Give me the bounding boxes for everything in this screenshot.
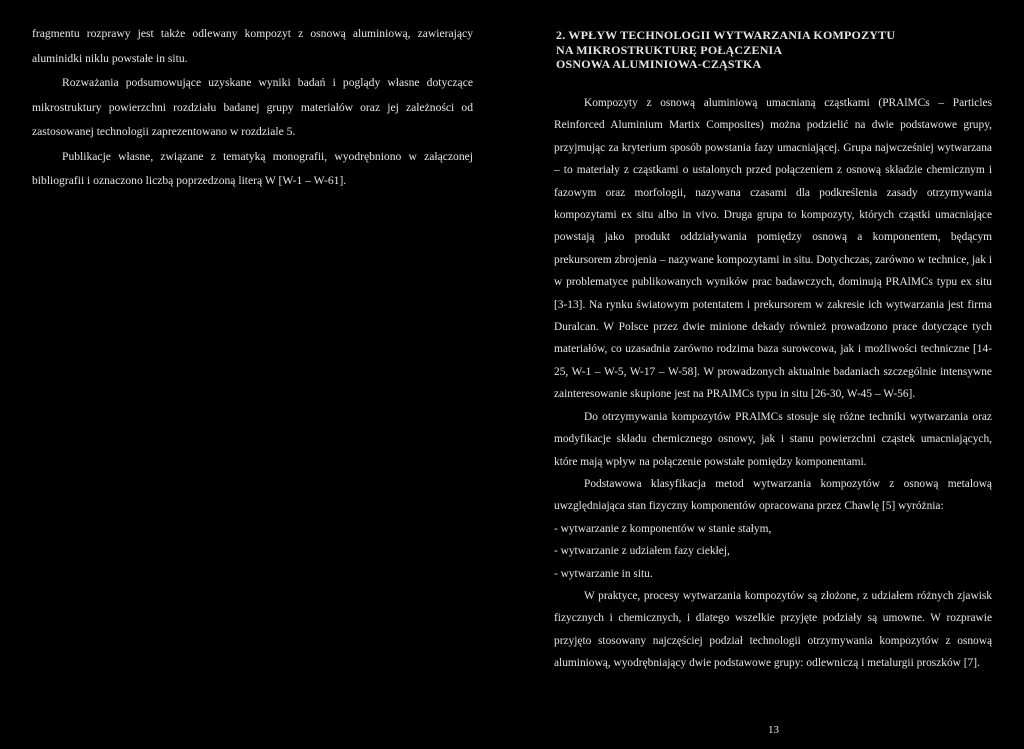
list-item: - wytwarzanie z komponentów w stanie stałym, bbox=[554, 522, 772, 535]
list-item: - wytwarzanie in situ. bbox=[554, 567, 653, 580]
right-text-column bbox=[554, 92, 992, 675]
left-paragraph-2: Rozważania podsumowujące uzyskane wyniki badań i poglądy własne dotyczące mikrostruktury powierzchni rozdziału badanej grupy materiałów oraz jej zależności od zastosowanej technologii zaprezentowano w rozdziale 5. bbox=[32, 76, 473, 138]
list-item: - wytwarzanie z udziałem fazy ciekłej, bbox=[554, 545, 730, 558]
right-closing-paragraph: W praktyce, procesy wytwarzania kompozytów są złożone, z udziałem różnych zjawisk fizycznych i chemicznych, i dlatego wszelkie przyjęte podziały są umowne. W rozprawie przyjęto stosowany najczęściej podział technologii otrzymywania kompozytów z osnową aluminiową, wyodrębniający dwie podstawowe grupy: odlewniczą i metalurgii proszków [7]. bbox=[554, 589, 992, 670]
method-list bbox=[554, 518, 992, 585]
heading-line-2: NA MIKROSTRUKTURĘ POŁĄCZENIA bbox=[556, 42, 783, 57]
left-text-column bbox=[32, 22, 473, 194]
heading-line-3: OSNOWA ALUMINIOWA-CZĄSTKA bbox=[556, 57, 762, 71]
section-heading bbox=[556, 28, 976, 72]
left-paragraph-3: Publikacje własne, związane z tematyką monografii, wyodrębniono w załączonej bibliografii i oznaczono liczbą poprzedzoną literą W [W-1 – W-61]. bbox=[32, 149, 473, 187]
right-paragraph-1: Kompozyty z osnową aluminiową umacnianą cząstkami (PRAlMCs – Particles Reinforced Aluminium Martix Composites) można podzielić na dwie podstawowe grupy, przyjmując za kryterium sposób powstania fazy umacniającej. Grupa najwcześniej wytwarzana – to materiały z cząstkami o ustalonych przed połączeniem z osnową składzie chemicznym i fazowym oraz morfologii, nazywana czasami dla podkreślenia zasady otrzymywania kompozytami ex situ albo in vivo. Druga grupa to kompozyty, których cząstki umacniające powstają jako produkt oddziaływania pomiędzy osnową a komponentem, będącym prekursorem zbrojenia – nazywane kompozytami in situ. Dotychczas, zarówno w technice, jak i w problematyce publikowanych wyników prac badawczych, dominują PRAlMCs typu ex situ [3-13]. Na rynku światowym potentatem i prekursorem w zakresie ich wytwarzania jest firma Duralcan. W Polsce przez dwie minione dekady również prowadzono prace dotyczące tych materiałów, co uzasadnia zarówno rodzima baza surowcowa, jak i możliwości techniczne [14-25, W-1 – W-5, W-17 – W-58]. W prowadzonych aktualnie badaniach szczególnie intensywne zainteresowanie skupione jest na PRAlMCs typu in situ [26-30, W-45 – W-56]. bbox=[554, 97, 992, 401]
right-page bbox=[512, 0, 1024, 749]
page-number: 13 bbox=[768, 724, 779, 736]
right-paragraph-3: Podstawowa klasyfikacja metod wytwarzania kompozytów z osnową metalową uwzględniająca stan fizyczny komponentów opracowana przez Chawlę [5] wyróżnia: bbox=[554, 477, 992, 513]
heading-line-1: 2. WPŁYW TECHNOLOGII WYTWARZANIA KOMPOZYTU bbox=[556, 28, 896, 42]
left-paragraph-1: fragmentu rozprawy jest także odlewany kompozyt z osnową aluminiową, zawierający aluminidki niklu powstałe in situ. bbox=[32, 27, 473, 65]
right-paragraph-2: Do otrzymywania kompozytów PRAlMCs stosuje się różne techniki wytwarzania oraz modyfikacje składu chemicznego osnowy, jak i stanu powierzchni cząstek umacniających, które mają wpływ na połączenie powstałe pomiędzy komponentami. bbox=[554, 410, 992, 468]
